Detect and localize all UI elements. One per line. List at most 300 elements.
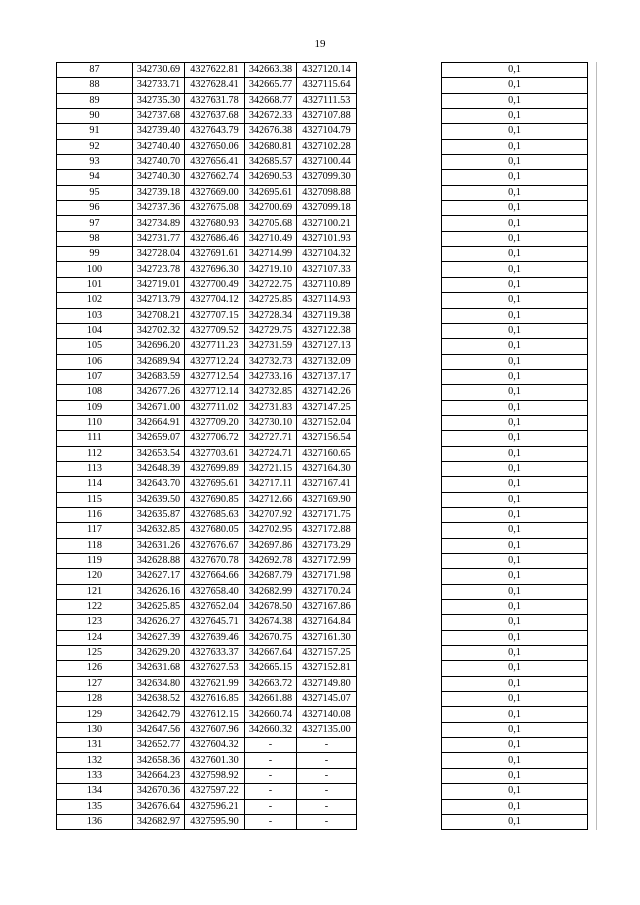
accuracy-cell: 0,1 bbox=[442, 293, 588, 308]
gap-cell bbox=[357, 446, 442, 461]
point-number-cell: 123 bbox=[57, 615, 133, 630]
table-row bbox=[57, 538, 588, 553]
accuracy-cell: 0,1 bbox=[442, 185, 588, 200]
y2-coordinate-cell: 4327152.04 bbox=[297, 415, 357, 430]
y1-coordinate-cell: 4327664.66 bbox=[185, 569, 245, 584]
x1-coordinate-cell: 342731.77 bbox=[133, 231, 185, 246]
point-number-cell: 114 bbox=[57, 477, 133, 492]
y1-coordinate-cell: 4327686.46 bbox=[185, 231, 245, 246]
point-number-cell: 87 bbox=[57, 63, 133, 78]
accuracy-cell: 0,1 bbox=[442, 155, 588, 170]
gap-cell bbox=[357, 293, 442, 308]
point-number-cell: 107 bbox=[57, 369, 133, 384]
x1-coordinate-cell: 342625.85 bbox=[133, 600, 185, 615]
y1-coordinate-cell: 4327604.32 bbox=[185, 738, 245, 753]
x2-coordinate-cell: 342705.68 bbox=[245, 216, 297, 231]
y2-coordinate-cell: 4327107.88 bbox=[297, 109, 357, 124]
x1-coordinate-cell: 342733.71 bbox=[133, 78, 185, 93]
y1-coordinate-cell: 4327696.30 bbox=[185, 262, 245, 277]
x2-coordinate-cell: 342727.71 bbox=[245, 431, 297, 446]
y1-coordinate-cell: 4327712.54 bbox=[185, 369, 245, 384]
page-number: 19 bbox=[314, 38, 326, 50]
y2-coordinate-cell: 4327100.44 bbox=[297, 155, 357, 170]
x2-coordinate-cell: 342665.77 bbox=[245, 78, 297, 93]
y2-coordinate-cell: 4327132.09 bbox=[297, 354, 357, 369]
gap-cell bbox=[357, 477, 442, 492]
x2-coordinate-cell: - bbox=[245, 738, 297, 753]
y1-coordinate-cell: 4327633.37 bbox=[185, 646, 245, 661]
table-row bbox=[57, 799, 588, 814]
y1-coordinate-cell: 4327703.61 bbox=[185, 446, 245, 461]
y2-coordinate-cell: 4327120.14 bbox=[297, 63, 357, 78]
point-number-cell: 122 bbox=[57, 600, 133, 615]
x2-coordinate-cell: - bbox=[245, 753, 297, 768]
y2-coordinate-cell: 4327173.29 bbox=[297, 538, 357, 553]
y1-coordinate-cell: 4327616.85 bbox=[185, 692, 245, 707]
table-row bbox=[57, 615, 588, 630]
table-row bbox=[57, 707, 588, 722]
y1-coordinate-cell: 4327595.90 bbox=[185, 814, 245, 829]
x1-coordinate-cell: 342648.39 bbox=[133, 461, 185, 476]
accuracy-cell: 0,1 bbox=[442, 584, 588, 599]
point-number-cell: 117 bbox=[57, 523, 133, 538]
table-row bbox=[57, 753, 588, 768]
point-number-cell: 127 bbox=[57, 676, 133, 691]
y2-coordinate-cell: 4327137.17 bbox=[297, 369, 357, 384]
x2-coordinate-cell: 342732.85 bbox=[245, 385, 297, 400]
gap-cell bbox=[357, 124, 442, 139]
point-number-cell: 106 bbox=[57, 354, 133, 369]
gap-cell bbox=[357, 323, 442, 338]
y2-coordinate-cell: 4327098.88 bbox=[297, 185, 357, 200]
accuracy-cell: 0,1 bbox=[442, 415, 588, 430]
accuracy-cell: 0,1 bbox=[442, 461, 588, 476]
x2-coordinate-cell: 342721.15 bbox=[245, 461, 297, 476]
point-number-cell: 124 bbox=[57, 630, 133, 645]
x2-coordinate-cell: - bbox=[245, 784, 297, 799]
y2-coordinate-cell: 4327157.25 bbox=[297, 646, 357, 661]
x2-coordinate-cell: 342707.92 bbox=[245, 507, 297, 522]
y1-coordinate-cell: 4327680.93 bbox=[185, 216, 245, 231]
y2-coordinate-cell: 4327164.30 bbox=[297, 461, 357, 476]
x1-coordinate-cell: 342740.40 bbox=[133, 139, 185, 154]
point-number-cell: 100 bbox=[57, 262, 133, 277]
x1-coordinate-cell: 342723.78 bbox=[133, 262, 185, 277]
y1-coordinate-cell: 4327621.99 bbox=[185, 676, 245, 691]
gap-cell bbox=[357, 661, 442, 676]
y2-coordinate-cell: 4327135.00 bbox=[297, 722, 357, 737]
point-number-cell: 109 bbox=[57, 400, 133, 415]
y1-coordinate-cell: 4327707.15 bbox=[185, 308, 245, 323]
x1-coordinate-cell: 342626.27 bbox=[133, 615, 185, 630]
x2-coordinate-cell: 342682.99 bbox=[245, 584, 297, 599]
table-row bbox=[57, 277, 588, 292]
accuracy-cell: 0,1 bbox=[442, 216, 588, 231]
gap-cell bbox=[357, 185, 442, 200]
x1-coordinate-cell: 342682.97 bbox=[133, 814, 185, 829]
accuracy-cell: 0,1 bbox=[442, 630, 588, 645]
y2-coordinate-cell: 4327119.38 bbox=[297, 308, 357, 323]
x1-coordinate-cell: 342689.94 bbox=[133, 354, 185, 369]
x2-coordinate-cell: 342710.49 bbox=[245, 231, 297, 246]
point-number-cell: 88 bbox=[57, 78, 133, 93]
table-row bbox=[57, 231, 588, 246]
y2-coordinate-cell: - bbox=[297, 738, 357, 753]
y1-coordinate-cell: 4327597.22 bbox=[185, 784, 245, 799]
x2-coordinate-cell: - bbox=[245, 799, 297, 814]
x2-coordinate-cell: 342732.73 bbox=[245, 354, 297, 369]
y2-coordinate-cell: 4327167.86 bbox=[297, 600, 357, 615]
accuracy-cell: 0,1 bbox=[442, 170, 588, 185]
x1-coordinate-cell: 342638.52 bbox=[133, 692, 185, 707]
accuracy-cell: 0,1 bbox=[442, 523, 588, 538]
y1-coordinate-cell: 4327709.52 bbox=[185, 323, 245, 338]
y2-coordinate-cell: - bbox=[297, 784, 357, 799]
x2-coordinate-cell: 342663.38 bbox=[245, 63, 297, 78]
table-row bbox=[57, 584, 588, 599]
y1-coordinate-cell: 4327612.15 bbox=[185, 707, 245, 722]
x1-coordinate-cell: 342708.21 bbox=[133, 308, 185, 323]
y1-coordinate-cell: 4327670.78 bbox=[185, 554, 245, 569]
accuracy-cell: 0,1 bbox=[442, 139, 588, 154]
right-margin-rule bbox=[596, 62, 597, 830]
y1-coordinate-cell: 4327669.00 bbox=[185, 185, 245, 200]
point-number-cell: 115 bbox=[57, 492, 133, 507]
x2-coordinate-cell: 342685.57 bbox=[245, 155, 297, 170]
gap-cell bbox=[357, 277, 442, 292]
x1-coordinate-cell: 342739.40 bbox=[133, 124, 185, 139]
y2-coordinate-cell: 4327104.79 bbox=[297, 124, 357, 139]
x1-coordinate-cell: 342639.50 bbox=[133, 492, 185, 507]
accuracy-cell: 0,1 bbox=[442, 124, 588, 139]
accuracy-cell: 0,1 bbox=[442, 814, 588, 829]
table-row bbox=[57, 784, 588, 799]
gap-cell bbox=[357, 431, 442, 446]
table-row bbox=[57, 78, 588, 93]
point-number-cell: 134 bbox=[57, 784, 133, 799]
table-row bbox=[57, 308, 588, 323]
table-row bbox=[57, 692, 588, 707]
point-number-cell: 131 bbox=[57, 738, 133, 753]
y2-coordinate-cell: 4327160.65 bbox=[297, 446, 357, 461]
y2-coordinate-cell: 4327142.26 bbox=[297, 385, 357, 400]
gap-cell bbox=[357, 109, 442, 124]
y1-coordinate-cell: 4327690.85 bbox=[185, 492, 245, 507]
x2-coordinate-cell: 342661.88 bbox=[245, 692, 297, 707]
gap-cell bbox=[357, 523, 442, 538]
y1-coordinate-cell: 4327598.92 bbox=[185, 768, 245, 783]
gap-cell bbox=[357, 216, 442, 231]
gap-cell bbox=[357, 753, 442, 768]
accuracy-cell: 0,1 bbox=[442, 247, 588, 262]
gap-cell bbox=[357, 93, 442, 108]
x2-coordinate-cell: 342733.16 bbox=[245, 369, 297, 384]
coordinates-table bbox=[56, 62, 588, 830]
accuracy-cell: 0,1 bbox=[442, 615, 588, 630]
point-number-cell: 119 bbox=[57, 554, 133, 569]
gap-cell bbox=[357, 170, 442, 185]
point-number-cell: 95 bbox=[57, 185, 133, 200]
x1-coordinate-cell: 342634.80 bbox=[133, 676, 185, 691]
x1-coordinate-cell: 342629.20 bbox=[133, 646, 185, 661]
accuracy-cell: 0,1 bbox=[442, 369, 588, 384]
accuracy-cell: 0,1 bbox=[442, 308, 588, 323]
gap-cell bbox=[357, 385, 442, 400]
x1-coordinate-cell: 342652.77 bbox=[133, 738, 185, 753]
coordinates-table-body bbox=[57, 63, 588, 830]
x2-coordinate-cell: 342717.11 bbox=[245, 477, 297, 492]
table-row bbox=[57, 139, 588, 154]
table-row bbox=[57, 569, 588, 584]
table-row bbox=[57, 768, 588, 783]
gap-cell bbox=[357, 492, 442, 507]
point-number-cell: 116 bbox=[57, 507, 133, 522]
point-number-cell: 128 bbox=[57, 692, 133, 707]
x1-coordinate-cell: 342632.85 bbox=[133, 523, 185, 538]
point-number-cell: 98 bbox=[57, 231, 133, 246]
gap-cell bbox=[357, 814, 442, 829]
table-row bbox=[57, 446, 588, 461]
x2-coordinate-cell: - bbox=[245, 814, 297, 829]
y2-coordinate-cell: 4327169.90 bbox=[297, 492, 357, 507]
x1-coordinate-cell: 342659.07 bbox=[133, 431, 185, 446]
point-number-cell: 130 bbox=[57, 722, 133, 737]
table-row bbox=[57, 523, 588, 538]
y1-coordinate-cell: 4327601.30 bbox=[185, 753, 245, 768]
point-number-cell: 90 bbox=[57, 109, 133, 124]
y2-coordinate-cell: 4327140.08 bbox=[297, 707, 357, 722]
table-row bbox=[57, 124, 588, 139]
point-number-cell: 129 bbox=[57, 707, 133, 722]
x1-coordinate-cell: 342664.91 bbox=[133, 415, 185, 430]
y2-coordinate-cell: 4327111.53 bbox=[297, 93, 357, 108]
point-number-cell: 99 bbox=[57, 247, 133, 262]
table-row bbox=[57, 109, 588, 124]
table-row bbox=[57, 554, 588, 569]
y2-coordinate-cell: - bbox=[297, 768, 357, 783]
table-row bbox=[57, 385, 588, 400]
gap-cell bbox=[357, 400, 442, 415]
x2-coordinate-cell: 342680.81 bbox=[245, 139, 297, 154]
point-number-cell: 102 bbox=[57, 293, 133, 308]
accuracy-cell: 0,1 bbox=[442, 262, 588, 277]
gap-cell bbox=[357, 139, 442, 154]
y2-coordinate-cell: 4327101.93 bbox=[297, 231, 357, 246]
x1-coordinate-cell: 342728.04 bbox=[133, 247, 185, 262]
y1-coordinate-cell: 4327709.20 bbox=[185, 415, 245, 430]
x1-coordinate-cell: 342730.69 bbox=[133, 63, 185, 78]
y2-coordinate-cell: 4327172.88 bbox=[297, 523, 357, 538]
accuracy-cell: 0,1 bbox=[442, 93, 588, 108]
gap-cell bbox=[357, 738, 442, 753]
y1-coordinate-cell: 4327658.40 bbox=[185, 584, 245, 599]
x2-coordinate-cell: 342731.59 bbox=[245, 339, 297, 354]
x1-coordinate-cell: 342737.36 bbox=[133, 201, 185, 216]
x1-coordinate-cell: 342631.68 bbox=[133, 661, 185, 676]
point-number-cell: 97 bbox=[57, 216, 133, 231]
y2-coordinate-cell: - bbox=[297, 753, 357, 768]
accuracy-cell: 0,1 bbox=[442, 768, 588, 783]
accuracy-cell: 0,1 bbox=[442, 431, 588, 446]
y2-coordinate-cell: 4327164.84 bbox=[297, 615, 357, 630]
table-row bbox=[57, 323, 588, 338]
point-number-cell: 136 bbox=[57, 814, 133, 829]
x2-coordinate-cell: 342695.61 bbox=[245, 185, 297, 200]
y2-coordinate-cell: 4327145.07 bbox=[297, 692, 357, 707]
x1-coordinate-cell: 342696.20 bbox=[133, 339, 185, 354]
accuracy-cell: 0,1 bbox=[442, 277, 588, 292]
y1-coordinate-cell: 4327685.63 bbox=[185, 507, 245, 522]
gap-cell bbox=[357, 554, 442, 569]
y2-coordinate-cell: 4327107.33 bbox=[297, 262, 357, 277]
gap-cell bbox=[357, 339, 442, 354]
table-row bbox=[57, 201, 588, 216]
table-row bbox=[57, 814, 588, 829]
table-row bbox=[57, 93, 588, 108]
x2-coordinate-cell: 342678.50 bbox=[245, 600, 297, 615]
x2-coordinate-cell: 342697.86 bbox=[245, 538, 297, 553]
x2-coordinate-cell: 342702.95 bbox=[245, 523, 297, 538]
point-number-cell: 133 bbox=[57, 768, 133, 783]
accuracy-cell: 0,1 bbox=[442, 600, 588, 615]
y1-coordinate-cell: 4327712.14 bbox=[185, 385, 245, 400]
table-row bbox=[57, 262, 588, 277]
x1-coordinate-cell: 342642.79 bbox=[133, 707, 185, 722]
y2-coordinate-cell: 4327167.41 bbox=[297, 477, 357, 492]
gap-cell bbox=[357, 615, 442, 630]
y2-coordinate-cell: 4327149.80 bbox=[297, 676, 357, 691]
table-row bbox=[57, 216, 588, 231]
table-row bbox=[57, 461, 588, 476]
y1-coordinate-cell: 4327712.24 bbox=[185, 354, 245, 369]
point-number-cell: 118 bbox=[57, 538, 133, 553]
gap-cell bbox=[357, 692, 442, 707]
y2-coordinate-cell: 4327110.89 bbox=[297, 277, 357, 292]
y1-coordinate-cell: 4327607.96 bbox=[185, 722, 245, 737]
x2-coordinate-cell: 342730.10 bbox=[245, 415, 297, 430]
x2-coordinate-cell: 342731.83 bbox=[245, 400, 297, 415]
y2-coordinate-cell: 4327171.98 bbox=[297, 569, 357, 584]
y2-coordinate-cell: 4327100.21 bbox=[297, 216, 357, 231]
x2-coordinate-cell: 342728.34 bbox=[245, 308, 297, 323]
x2-coordinate-cell: 342725.85 bbox=[245, 293, 297, 308]
x1-coordinate-cell: 342647.56 bbox=[133, 722, 185, 737]
table-row bbox=[57, 155, 588, 170]
point-number-cell: 135 bbox=[57, 799, 133, 814]
gap-cell bbox=[357, 354, 442, 369]
y1-coordinate-cell: 4327622.81 bbox=[185, 63, 245, 78]
x1-coordinate-cell: 342658.36 bbox=[133, 753, 185, 768]
y2-coordinate-cell: 4327099.18 bbox=[297, 201, 357, 216]
y1-coordinate-cell: 4327637.68 bbox=[185, 109, 245, 124]
y2-coordinate-cell: 4327122.38 bbox=[297, 323, 357, 338]
gap-cell bbox=[357, 247, 442, 262]
x2-coordinate-cell: 342690.53 bbox=[245, 170, 297, 185]
gap-cell bbox=[357, 722, 442, 737]
gap-cell bbox=[357, 569, 442, 584]
x1-coordinate-cell: 342740.70 bbox=[133, 155, 185, 170]
accuracy-cell: 0,1 bbox=[442, 722, 588, 737]
accuracy-cell: 0,1 bbox=[442, 707, 588, 722]
x2-coordinate-cell: 342667.64 bbox=[245, 646, 297, 661]
point-number-cell: 105 bbox=[57, 339, 133, 354]
x1-coordinate-cell: 342677.26 bbox=[133, 385, 185, 400]
gap-cell bbox=[357, 231, 442, 246]
x1-coordinate-cell: 342664.23 bbox=[133, 768, 185, 783]
x1-coordinate-cell: 342627.17 bbox=[133, 569, 185, 584]
gap-cell bbox=[357, 676, 442, 691]
x2-coordinate-cell: 342687.79 bbox=[245, 569, 297, 584]
x1-coordinate-cell: 342737.68 bbox=[133, 109, 185, 124]
table-row bbox=[57, 185, 588, 200]
accuracy-cell: 0,1 bbox=[442, 554, 588, 569]
y1-coordinate-cell: 4327711.02 bbox=[185, 400, 245, 415]
y1-coordinate-cell: 4327711.23 bbox=[185, 339, 245, 354]
table-row bbox=[57, 63, 588, 78]
y1-coordinate-cell: 4327700.49 bbox=[185, 277, 245, 292]
table-row bbox=[57, 646, 588, 661]
table-row bbox=[57, 170, 588, 185]
point-number-cell: 93 bbox=[57, 155, 133, 170]
accuracy-cell: 0,1 bbox=[442, 676, 588, 691]
point-number-cell: 103 bbox=[57, 308, 133, 323]
accuracy-cell: 0,1 bbox=[442, 538, 588, 553]
y1-coordinate-cell: 4327650.06 bbox=[185, 139, 245, 154]
point-number-cell: 96 bbox=[57, 201, 133, 216]
accuracy-cell: 0,1 bbox=[442, 385, 588, 400]
gap-cell bbox=[357, 78, 442, 93]
accuracy-cell: 0,1 bbox=[442, 63, 588, 78]
y1-coordinate-cell: 4327676.67 bbox=[185, 538, 245, 553]
gap-cell bbox=[357, 630, 442, 645]
x1-coordinate-cell: 342719.01 bbox=[133, 277, 185, 292]
point-number-cell: 108 bbox=[57, 385, 133, 400]
x1-coordinate-cell: 342627.39 bbox=[133, 630, 185, 645]
accuracy-cell: 0,1 bbox=[442, 569, 588, 584]
y1-coordinate-cell: 4327652.04 bbox=[185, 600, 245, 615]
x2-coordinate-cell: 342663.72 bbox=[245, 676, 297, 691]
gap-cell bbox=[357, 308, 442, 323]
x1-coordinate-cell: 342740.30 bbox=[133, 170, 185, 185]
gap-cell bbox=[357, 538, 442, 553]
table-row bbox=[57, 676, 588, 691]
point-number-cell: 101 bbox=[57, 277, 133, 292]
y2-coordinate-cell: - bbox=[297, 814, 357, 829]
accuracy-cell: 0,1 bbox=[442, 323, 588, 338]
x1-coordinate-cell: 342683.59 bbox=[133, 369, 185, 384]
accuracy-cell: 0,1 bbox=[442, 78, 588, 93]
accuracy-cell: 0,1 bbox=[442, 201, 588, 216]
y2-coordinate-cell: 4327152.81 bbox=[297, 661, 357, 676]
x2-coordinate-cell: 342692.78 bbox=[245, 554, 297, 569]
gap-cell bbox=[357, 507, 442, 522]
y2-coordinate-cell: 4327099.30 bbox=[297, 170, 357, 185]
x1-coordinate-cell: 342671.00 bbox=[133, 400, 185, 415]
gap-cell bbox=[357, 155, 442, 170]
gap-cell bbox=[357, 600, 442, 615]
table-row bbox=[57, 369, 588, 384]
x1-coordinate-cell: 342734.89 bbox=[133, 216, 185, 231]
accuracy-cell: 0,1 bbox=[442, 231, 588, 246]
point-number-cell: 121 bbox=[57, 584, 133, 599]
table-row bbox=[57, 661, 588, 676]
point-number-cell: 89 bbox=[57, 93, 133, 108]
point-number-cell: 112 bbox=[57, 446, 133, 461]
point-number-cell: 111 bbox=[57, 431, 133, 446]
accuracy-cell: 0,1 bbox=[442, 692, 588, 707]
y1-coordinate-cell: 4327631.78 bbox=[185, 93, 245, 108]
table-row bbox=[57, 722, 588, 737]
